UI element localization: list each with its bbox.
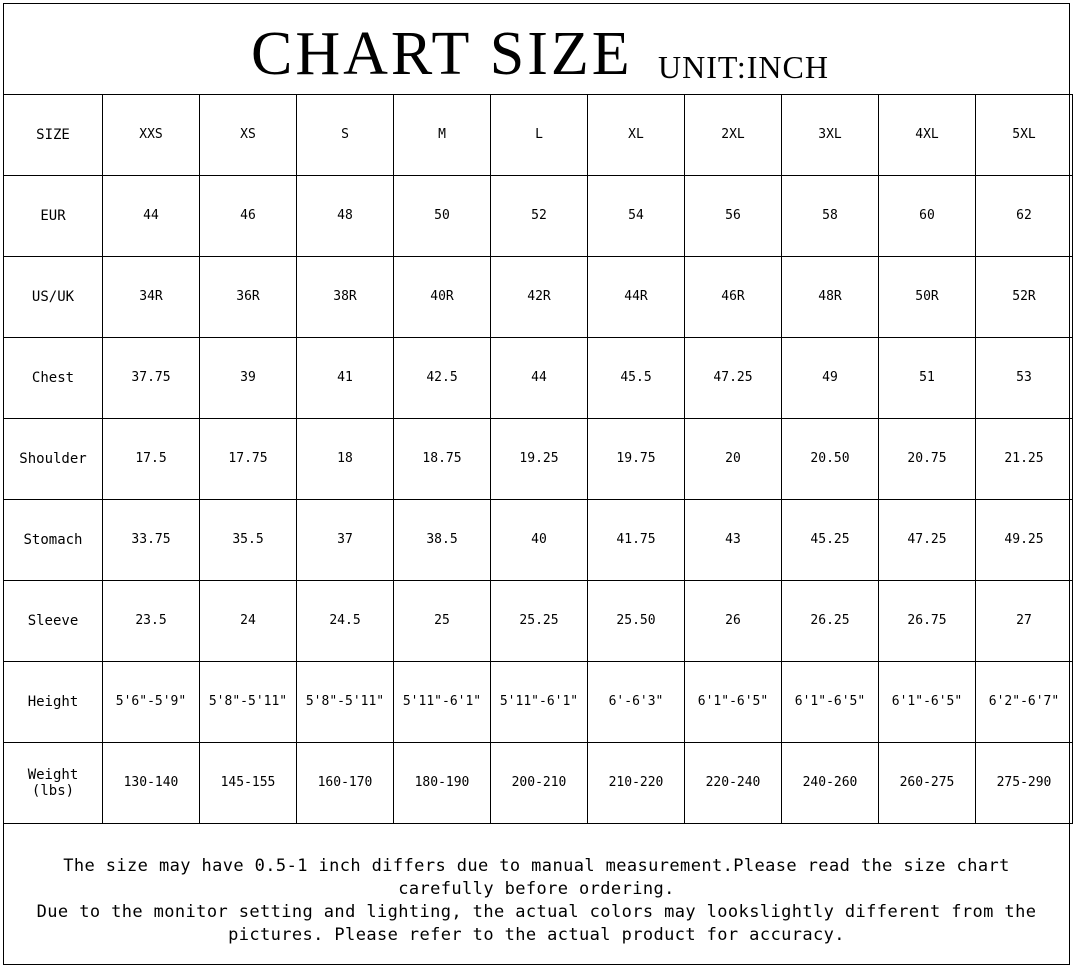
table-cell: 145-155 (200, 743, 297, 824)
table-cell: 5'8"-5'11" (297, 662, 394, 743)
table-cell: 36R (200, 257, 297, 338)
row-label: Chest (4, 338, 103, 419)
table-cell: 6'1"-6'5" (782, 662, 879, 743)
table-cell: 58 (782, 176, 879, 257)
note-line: The size may have 0.5-1 inch differs due to manual measurement.Please read the size chart (63, 856, 1010, 876)
table-cell: 34R (103, 257, 200, 338)
table-cell: 26.25 (782, 581, 879, 662)
table-cell: 4XL (879, 95, 976, 176)
table-cell: 47.25 (879, 500, 976, 581)
table-cell: 44 (491, 338, 588, 419)
table-cell: 45.5 (588, 338, 685, 419)
table-cell: 21.25 (976, 419, 1073, 500)
table-cell: 23.5 (103, 581, 200, 662)
table-cell: 25.25 (491, 581, 588, 662)
table-cell: 40 (491, 500, 588, 581)
row-label: EUR (4, 176, 103, 257)
table-cell: 33.75 (103, 500, 200, 581)
table-cell: 275-290 (976, 743, 1073, 824)
row-label: US/UK (4, 257, 103, 338)
table-cell: 25.50 (588, 581, 685, 662)
table-cell: 18.75 (394, 419, 491, 500)
table-cell: 2XL (685, 95, 782, 176)
size-notes (3, 846, 1070, 965)
table-cell: 19.75 (588, 419, 685, 500)
size-table (3, 94, 1073, 824)
table-cell: 17.5 (103, 419, 200, 500)
table-row (4, 257, 1073, 338)
chart-title: CHART SIZE (251, 20, 633, 88)
row-label: Sleeve (4, 581, 103, 662)
table-cell: 40R (394, 257, 491, 338)
table-cell: 220-240 (685, 743, 782, 824)
table-cell: 24 (200, 581, 297, 662)
table-cell: 35.5 (200, 500, 297, 581)
unit-label: UNIT:INCH (658, 49, 829, 85)
table-cell: 6'-6'3" (588, 662, 685, 743)
table-cell: M (394, 95, 491, 176)
chart-header (3, 3, 1070, 95)
table-row (4, 662, 1073, 743)
table-row (4, 581, 1073, 662)
table-cell: 160-170 (297, 743, 394, 824)
table-cell: XL (588, 95, 685, 176)
table-cell: 38R (297, 257, 394, 338)
table-cell: 17.75 (200, 419, 297, 500)
table-cell: 48 (297, 176, 394, 257)
table-cell: 24.5 (297, 581, 394, 662)
table-cell: 41 (297, 338, 394, 419)
table-cell: 240-260 (782, 743, 879, 824)
table-cell: 46 (200, 176, 297, 257)
table-cell: 56 (685, 176, 782, 257)
table-cell: 26.75 (879, 581, 976, 662)
table-cell: 49 (782, 338, 879, 419)
table-cell: 260-275 (879, 743, 976, 824)
table-cell: 60 (879, 176, 976, 257)
table-cell: 44 (103, 176, 200, 257)
table-cell: S (297, 95, 394, 176)
table-cell: 38.5 (394, 500, 491, 581)
table-cell: 5'6"-5'9" (103, 662, 200, 743)
table-row (4, 338, 1073, 419)
table-cell: 3XL (782, 95, 879, 176)
table-cell: 43 (685, 500, 782, 581)
table-cell: 6'2"-6'7" (976, 662, 1073, 743)
table-cell: 20 (685, 419, 782, 500)
table-cell: 37 (297, 500, 394, 581)
row-label: Weight (lbs) (4, 743, 103, 824)
table-cell: 5'11"-6'1" (394, 662, 491, 743)
table-cell: 52 (491, 176, 588, 257)
table-cell: 37.75 (103, 338, 200, 419)
row-label: Stomach (4, 500, 103, 581)
table-cell: 62 (976, 176, 1073, 257)
note-line: pictures. Please refer to the actual product for accuracy. (228, 925, 845, 945)
table-cell: 130-140 (103, 743, 200, 824)
table-row (4, 176, 1073, 257)
table-cell: 54 (588, 176, 685, 257)
table-cell: 50R (879, 257, 976, 338)
table-cell: 51 (879, 338, 976, 419)
table-cell: 20.50 (782, 419, 879, 500)
table-cell: 49.25 (976, 500, 1073, 581)
table-cell: 180-190 (394, 743, 491, 824)
table-cell: 53 (976, 338, 1073, 419)
table-cell: 18 (297, 419, 394, 500)
table-cell: 47.25 (685, 338, 782, 419)
table-cell: 5'11"-6'1" (491, 662, 588, 743)
table-cell: 26 (685, 581, 782, 662)
table-row (4, 500, 1073, 581)
table-cell: 42R (491, 257, 588, 338)
table-cell: 42.5 (394, 338, 491, 419)
note-line: carefully before ordering. (398, 879, 675, 899)
table-cell: 48R (782, 257, 879, 338)
table-cell: 5XL (976, 95, 1073, 176)
table-cell: XXS (103, 95, 200, 176)
table-cell: 45.25 (782, 500, 879, 581)
table-cell: 5'8"-5'11" (200, 662, 297, 743)
table-row (4, 95, 1073, 176)
table-cell: 19.25 (491, 419, 588, 500)
table-cell: 50 (394, 176, 491, 257)
table-cell: 200-210 (491, 743, 588, 824)
table-cell: 44R (588, 257, 685, 338)
table-cell: 27 (976, 581, 1073, 662)
row-label: Height (4, 662, 103, 743)
table-cell: 20.75 (879, 419, 976, 500)
table-row (4, 419, 1073, 500)
table-cell: 25 (394, 581, 491, 662)
row-label: SIZE (4, 95, 103, 176)
table-cell: 41.75 (588, 500, 685, 581)
table-cell: 52R (976, 257, 1073, 338)
row-label: Shoulder (4, 419, 103, 500)
table-cell: XS (200, 95, 297, 176)
table-cell: 6'1"-6'5" (879, 662, 976, 743)
table-cell: L (491, 95, 588, 176)
table-cell: 39 (200, 338, 297, 419)
table-cell: 6'1"-6'5" (685, 662, 782, 743)
note-line: Due to the monitor setting and lighting, the actual colors may lookslightly different from the (36, 902, 1037, 922)
table-row (4, 743, 1073, 824)
table-cell: 210-220 (588, 743, 685, 824)
table-cell: 46R (685, 257, 782, 338)
